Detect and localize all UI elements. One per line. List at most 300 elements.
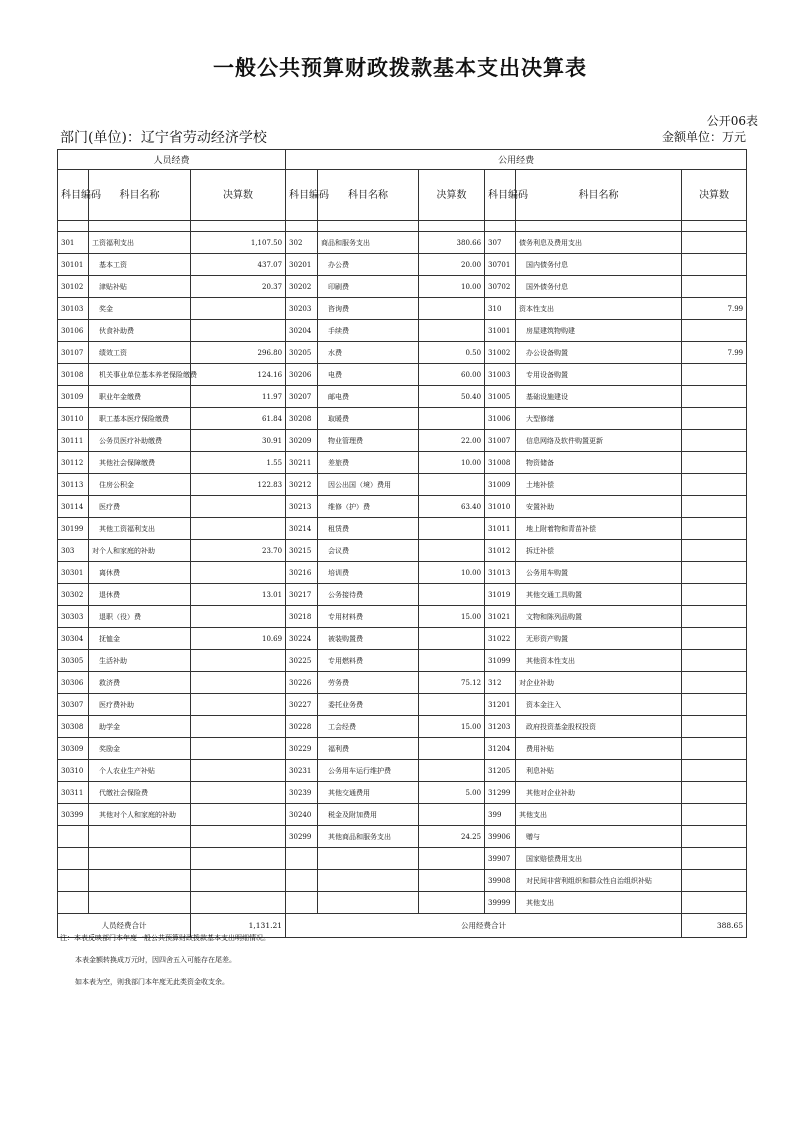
cell-code: 30307 bbox=[58, 694, 89, 716]
cell-name: 安置补助 bbox=[516, 496, 682, 518]
cell-amount bbox=[682, 232, 747, 254]
cell-name: 其他对个人和家庭的补助 bbox=[89, 804, 191, 826]
cell-amount bbox=[682, 606, 747, 628]
personnel-total-value: 1,131.21 bbox=[191, 914, 286, 938]
cell-name: 专用设备购置 bbox=[516, 364, 682, 386]
cell-amount bbox=[419, 870, 485, 892]
cell-amount: 5.00 bbox=[419, 782, 485, 804]
cell-code: 30702 bbox=[485, 276, 516, 298]
cell-code: 31019 bbox=[485, 584, 516, 606]
cell-amount: 1.55 bbox=[191, 452, 286, 474]
cell-name bbox=[89, 892, 191, 914]
cell-amount bbox=[682, 782, 747, 804]
cell-name: 办公费 bbox=[318, 254, 419, 276]
cell-code: 31001 bbox=[485, 320, 516, 342]
cell-amount bbox=[191, 298, 286, 320]
table-row bbox=[58, 694, 747, 716]
group-header-row bbox=[58, 150, 747, 170]
cell-amount: 20.00 bbox=[419, 254, 485, 276]
cell-amount: 63.40 bbox=[419, 496, 485, 518]
cell-code: 31008 bbox=[485, 452, 516, 474]
cell-amount bbox=[419, 298, 485, 320]
cell-code: 399 bbox=[485, 804, 516, 826]
header-code: 科目编码 bbox=[485, 170, 516, 221]
cell-amount: 13.01 bbox=[191, 584, 286, 606]
public-total-value: 388.65 bbox=[682, 914, 747, 938]
cell-amount: 30.91 bbox=[191, 430, 286, 452]
cell-amount bbox=[191, 804, 286, 826]
table-row bbox=[58, 738, 747, 760]
cell-name: 水费 bbox=[318, 342, 419, 364]
cell-code: 30306 bbox=[58, 672, 89, 694]
cell-name: 退职（役）费 bbox=[89, 606, 191, 628]
cell-code: 30304 bbox=[58, 628, 89, 650]
cell-code: 30224 bbox=[286, 628, 318, 650]
cell-code: 310 bbox=[485, 298, 516, 320]
cell-name: 其他对企业补助 bbox=[516, 782, 682, 804]
cell-name: 物资储备 bbox=[516, 452, 682, 474]
cell-code: 30103 bbox=[58, 298, 89, 320]
cell-name: 维修（护）费 bbox=[318, 496, 419, 518]
table-row bbox=[58, 430, 747, 452]
cell-code: 30301 bbox=[58, 562, 89, 584]
cell-name: 委托业务费 bbox=[318, 694, 419, 716]
cell-name: 物业管理费 bbox=[318, 430, 419, 452]
cell-code: 30227 bbox=[286, 694, 318, 716]
cell-code: 30218 bbox=[286, 606, 318, 628]
cell-code: 31012 bbox=[485, 540, 516, 562]
cell-amount: 75.12 bbox=[419, 672, 485, 694]
cell-amount: 10.00 bbox=[419, 562, 485, 584]
cell-name: 因公出国（境）费用 bbox=[318, 474, 419, 496]
cell-name: 地上附着物和青苗补偿 bbox=[516, 518, 682, 540]
cell-amount bbox=[682, 584, 747, 606]
cell-name: 税金及附加费用 bbox=[318, 804, 419, 826]
cell-amount bbox=[682, 430, 747, 452]
cell-name: 救济费 bbox=[89, 672, 191, 694]
cell-amount: 15.00 bbox=[419, 716, 485, 738]
cell-amount bbox=[682, 386, 747, 408]
cell-name: 手续费 bbox=[318, 320, 419, 342]
cell-name: 劳务费 bbox=[318, 672, 419, 694]
table-row bbox=[58, 760, 747, 782]
spacer-row bbox=[58, 221, 747, 232]
cell-code: 30114 bbox=[58, 496, 89, 518]
cell-amount: 0.50 bbox=[419, 342, 485, 364]
cell-code: 30311 bbox=[58, 782, 89, 804]
cell-code: 30112 bbox=[58, 452, 89, 474]
cell-amount bbox=[682, 364, 747, 386]
cell-amount: 380.66 bbox=[419, 232, 485, 254]
cell-amount bbox=[682, 804, 747, 826]
cell-amount bbox=[682, 254, 747, 276]
cell-amount bbox=[191, 782, 286, 804]
cell-code: 31002 bbox=[485, 342, 516, 364]
cell-name: 其他交通费用 bbox=[318, 782, 419, 804]
cell-code: 31203 bbox=[485, 716, 516, 738]
cell-amount bbox=[191, 650, 286, 672]
table-row bbox=[58, 232, 747, 254]
cell-code: 31299 bbox=[485, 782, 516, 804]
cell-code: 30214 bbox=[286, 518, 318, 540]
table-row bbox=[58, 650, 747, 672]
cell-name: 电费 bbox=[318, 364, 419, 386]
cell-name: 商品和服务支出 bbox=[318, 232, 419, 254]
cell-code: 302 bbox=[286, 232, 318, 254]
table-row bbox=[58, 540, 747, 562]
cell-amount: 23.70 bbox=[191, 540, 286, 562]
cell-code: 30206 bbox=[286, 364, 318, 386]
cell-amount bbox=[419, 584, 485, 606]
cell-code: 30106 bbox=[58, 320, 89, 342]
cell-amount bbox=[682, 826, 747, 848]
table-row bbox=[58, 848, 747, 870]
note-line: 本表金额转换成万元时，因四舍五入可能存在尾差。 bbox=[75, 956, 236, 964]
cell-code: 39908 bbox=[485, 870, 516, 892]
cell-amount bbox=[191, 716, 286, 738]
cell-code: 30309 bbox=[58, 738, 89, 760]
cell-amount bbox=[682, 474, 747, 496]
cell-amount bbox=[191, 606, 286, 628]
table-row bbox=[58, 386, 747, 408]
cell-name: 公务员医疗补助缴费 bbox=[89, 430, 191, 452]
cell-amount bbox=[682, 320, 747, 342]
notes bbox=[60, 927, 270, 993]
cell-code: 30208 bbox=[286, 408, 318, 430]
table-row bbox=[58, 826, 747, 848]
cell-name: 会议费 bbox=[318, 540, 419, 562]
form-code: 公开06表 bbox=[706, 114, 758, 128]
cell-name: 资本金注入 bbox=[516, 694, 682, 716]
cell-code: 30701 bbox=[485, 254, 516, 276]
cell-amount bbox=[419, 408, 485, 430]
cell-amount: 10.00 bbox=[419, 276, 485, 298]
cell-amount bbox=[419, 804, 485, 826]
cell-name: 印刷费 bbox=[318, 276, 419, 298]
cell-code: 30211 bbox=[286, 452, 318, 474]
cell-amount bbox=[191, 738, 286, 760]
cell-name: 对个人和家庭的补助 bbox=[89, 540, 191, 562]
cell-code: 39906 bbox=[485, 826, 516, 848]
cell-amount bbox=[682, 540, 747, 562]
cell-name: 其他支出 bbox=[516, 892, 682, 914]
cell-code: 30299 bbox=[286, 826, 318, 848]
cell-amount bbox=[682, 276, 747, 298]
cell-code: 31009 bbox=[485, 474, 516, 496]
cell-code: 30399 bbox=[58, 804, 89, 826]
cell-name: 职业年金缴费 bbox=[89, 386, 191, 408]
cell-code: 30111 bbox=[58, 430, 89, 452]
table-row bbox=[58, 870, 747, 892]
cell-name: 专用燃料费 bbox=[318, 650, 419, 672]
expenditure-table bbox=[57, 149, 747, 938]
cell-amount: 437.07 bbox=[191, 254, 286, 276]
cell-amount bbox=[191, 672, 286, 694]
cell-name: 医疗费补助 bbox=[89, 694, 191, 716]
cell-code: 30205 bbox=[286, 342, 318, 364]
cell-name: 被装购置费 bbox=[318, 628, 419, 650]
cell-amount bbox=[419, 518, 485, 540]
cell-amount bbox=[419, 474, 485, 496]
cell-amount bbox=[682, 628, 747, 650]
cell-code: 31099 bbox=[485, 650, 516, 672]
table-row bbox=[58, 804, 747, 826]
cell-name: 代缴社会保险费 bbox=[89, 782, 191, 804]
cell-amount: 1,107.50 bbox=[191, 232, 286, 254]
cell-amount bbox=[682, 452, 747, 474]
cell-code: 30102 bbox=[58, 276, 89, 298]
cell-name: 拆迁补偿 bbox=[516, 540, 682, 562]
cell-amount: 10.00 bbox=[419, 452, 485, 474]
cell-code: 31005 bbox=[485, 386, 516, 408]
cell-name: 其他社会保障缴费 bbox=[89, 452, 191, 474]
cell-amount: 7.99 bbox=[682, 298, 747, 320]
cell-code: 30101 bbox=[58, 254, 89, 276]
cell-amount: 10.69 bbox=[191, 628, 286, 650]
cell-amount bbox=[191, 848, 286, 870]
cell-amount: 50.40 bbox=[419, 386, 485, 408]
cell-code: 30310 bbox=[58, 760, 89, 782]
cell-name: 资本性支出 bbox=[516, 298, 682, 320]
cell-name: 其他商品和服务支出 bbox=[318, 826, 419, 848]
cell-amount bbox=[682, 562, 747, 584]
cell-code: 30231 bbox=[286, 760, 318, 782]
cell-name: 国家赔偿费用支出 bbox=[516, 848, 682, 870]
cell-name: 工会经费 bbox=[318, 716, 419, 738]
table-row bbox=[58, 474, 747, 496]
cell-name: 对民间非营利组织和群众性自治组织补贴 bbox=[516, 870, 682, 892]
cell-amount bbox=[191, 760, 286, 782]
cell-name bbox=[318, 848, 419, 870]
cell-amount: 122.83 bbox=[191, 474, 286, 496]
table-row bbox=[58, 892, 747, 914]
cell-name: 其他工资福利支出 bbox=[89, 518, 191, 540]
cell-amount bbox=[419, 848, 485, 870]
cell-amount: 22.00 bbox=[419, 430, 485, 452]
cell-name: 离休费 bbox=[89, 562, 191, 584]
cell-code bbox=[58, 870, 89, 892]
cell-amount bbox=[419, 540, 485, 562]
cell-amount bbox=[682, 694, 747, 716]
cell-name: 奖金 bbox=[89, 298, 191, 320]
cell-amount: 24.25 bbox=[419, 826, 485, 848]
cell-name bbox=[89, 826, 191, 848]
cell-name: 无形资产购置 bbox=[516, 628, 682, 650]
table-row bbox=[58, 584, 747, 606]
cell-name: 基础设施建设 bbox=[516, 386, 682, 408]
cell-name: 助学金 bbox=[89, 716, 191, 738]
cell-name: 伙食补助费 bbox=[89, 320, 191, 342]
cell-name: 绩效工资 bbox=[89, 342, 191, 364]
cell-name: 培训费 bbox=[318, 562, 419, 584]
cell-code: 30107 bbox=[58, 342, 89, 364]
cell-code: 39907 bbox=[485, 848, 516, 870]
cell-amount bbox=[191, 518, 286, 540]
cell-amount: 15.00 bbox=[419, 606, 485, 628]
cell-name: 机关事业单位基本养老保险缴费 bbox=[89, 364, 191, 386]
cell-amount bbox=[682, 738, 747, 760]
cell-code: 30212 bbox=[286, 474, 318, 496]
cell-amount bbox=[682, 716, 747, 738]
header-amount: 决算数 bbox=[682, 170, 747, 221]
cell-amount bbox=[191, 496, 286, 518]
cell-code: 31201 bbox=[485, 694, 516, 716]
cell-name: 奖励金 bbox=[89, 738, 191, 760]
cell-name: 债务利息及费用支出 bbox=[516, 232, 682, 254]
cell-amount bbox=[419, 760, 485, 782]
cell-code: 30209 bbox=[286, 430, 318, 452]
cell-code: 31013 bbox=[485, 562, 516, 584]
cell-code: 312 bbox=[485, 672, 516, 694]
cell-name: 文物和陈列品购置 bbox=[516, 606, 682, 628]
cell-name: 工资福利支出 bbox=[89, 232, 191, 254]
cell-code: 307 bbox=[485, 232, 516, 254]
table-row bbox=[58, 782, 747, 804]
cell-amount bbox=[191, 694, 286, 716]
cell-code: 31204 bbox=[485, 738, 516, 760]
cell-amount bbox=[682, 672, 747, 694]
cell-code: 30204 bbox=[286, 320, 318, 342]
cell-code bbox=[286, 870, 318, 892]
cell-name: 其他支出 bbox=[516, 804, 682, 826]
table-row bbox=[58, 342, 747, 364]
cell-name: 大型修缮 bbox=[516, 408, 682, 430]
cell-code bbox=[286, 892, 318, 914]
cell-name: 咨询费 bbox=[318, 298, 419, 320]
personnel-total-label: 人员经费合计 bbox=[58, 914, 191, 938]
cell-name: 取暖费 bbox=[318, 408, 419, 430]
cell-code: 31003 bbox=[485, 364, 516, 386]
cell-code: 30108 bbox=[58, 364, 89, 386]
cell-code: 30226 bbox=[286, 672, 318, 694]
cell-amount bbox=[191, 562, 286, 584]
cell-amount bbox=[682, 518, 747, 540]
cell-amount bbox=[191, 870, 286, 892]
cell-code bbox=[58, 826, 89, 848]
table-row bbox=[58, 496, 747, 518]
table-row bbox=[58, 408, 747, 430]
table-row bbox=[58, 562, 747, 584]
cell-name: 对企业补助 bbox=[516, 672, 682, 694]
cell-code: 31010 bbox=[485, 496, 516, 518]
cell-code: 30201 bbox=[286, 254, 318, 276]
cell-code: 30305 bbox=[58, 650, 89, 672]
header-code: 科目编码 bbox=[286, 170, 318, 221]
cell-amount: 60.00 bbox=[419, 364, 485, 386]
cell-amount bbox=[419, 738, 485, 760]
cell-amount: 124.16 bbox=[191, 364, 286, 386]
cell-name: 医疗费 bbox=[89, 496, 191, 518]
department-label: 部门(单位)：辽宁省劳动经济学校 bbox=[60, 130, 267, 146]
cell-name: 邮电费 bbox=[318, 386, 419, 408]
cell-code: 30202 bbox=[286, 276, 318, 298]
cell-amount bbox=[191, 826, 286, 848]
header-amount: 决算数 bbox=[191, 170, 286, 221]
table-row bbox=[58, 364, 747, 386]
cell-name: 福利费 bbox=[318, 738, 419, 760]
cell-amount bbox=[191, 320, 286, 342]
cell-name: 办公设备购置 bbox=[516, 342, 682, 364]
cell-amount bbox=[682, 892, 747, 914]
cell-name: 公务接待费 bbox=[318, 584, 419, 606]
header-name: 科目名称 bbox=[516, 170, 682, 221]
cell-name bbox=[318, 870, 419, 892]
cell-name: 费用补贴 bbox=[516, 738, 682, 760]
cell-code: 30207 bbox=[286, 386, 318, 408]
cell-code: 30229 bbox=[286, 738, 318, 760]
cell-name: 退休费 bbox=[89, 584, 191, 606]
unit-label: 金额单位：万元 bbox=[661, 130, 746, 144]
cell-code: 30240 bbox=[286, 804, 318, 826]
cell-amount: 7.99 bbox=[682, 342, 747, 364]
table-row bbox=[58, 628, 747, 650]
cell-name bbox=[89, 848, 191, 870]
cell-name bbox=[89, 870, 191, 892]
cell-code bbox=[58, 848, 89, 870]
cell-code: 30113 bbox=[58, 474, 89, 496]
note-line: 注：本表反映部门本年度一般公共预算财政拨款基本支出明细情况。 bbox=[60, 934, 270, 942]
cell-name: 职工基本医疗保险缴费 bbox=[89, 408, 191, 430]
cell-amount bbox=[682, 408, 747, 430]
cell-code: 30308 bbox=[58, 716, 89, 738]
header-name: 科目名称 bbox=[89, 170, 191, 221]
cell-code: 30302 bbox=[58, 584, 89, 606]
cell-name: 房屋建筑物购建 bbox=[516, 320, 682, 342]
cell-name: 租赁费 bbox=[318, 518, 419, 540]
cell-code: 31021 bbox=[485, 606, 516, 628]
cell-name: 其他资本性支出 bbox=[516, 650, 682, 672]
note-line: 如本表为空，则我部门本年度无此类资金收支余。 bbox=[75, 978, 229, 986]
header-name: 科目名称 bbox=[318, 170, 419, 221]
cell-name: 赠与 bbox=[516, 826, 682, 848]
cell-code: 31006 bbox=[485, 408, 516, 430]
table-row bbox=[58, 672, 747, 694]
cell-code: 30228 bbox=[286, 716, 318, 738]
cell-amount: 296.80 bbox=[191, 342, 286, 364]
table-row bbox=[58, 606, 747, 628]
cell-name: 政府投资基金股权投资 bbox=[516, 716, 682, 738]
cell-code: 30213 bbox=[286, 496, 318, 518]
cell-name: 土地补偿 bbox=[516, 474, 682, 496]
cell-name: 信息网络及软件购置更新 bbox=[516, 430, 682, 452]
cell-code: 30215 bbox=[286, 540, 318, 562]
cell-amount bbox=[682, 848, 747, 870]
public-total-label: 公用经费合计 bbox=[286, 914, 682, 938]
table-row bbox=[58, 320, 747, 342]
header-amount: 决算数 bbox=[419, 170, 485, 221]
cell-amount bbox=[191, 892, 286, 914]
cell-name: 利息补贴 bbox=[516, 760, 682, 782]
cell-amount bbox=[682, 760, 747, 782]
table-body bbox=[58, 232, 747, 914]
cell-name: 生活补助 bbox=[89, 650, 191, 672]
cell-name: 基本工资 bbox=[89, 254, 191, 276]
column-header-row bbox=[58, 170, 747, 221]
header-code: 科目编码 bbox=[58, 170, 89, 221]
cell-code: 30303 bbox=[58, 606, 89, 628]
cell-code: 30216 bbox=[286, 562, 318, 584]
cell-code: 303 bbox=[58, 540, 89, 562]
cell-name: 津贴补贴 bbox=[89, 276, 191, 298]
cell-amount bbox=[419, 650, 485, 672]
table-row bbox=[58, 452, 747, 474]
table-row bbox=[58, 518, 747, 540]
cell-name: 住房公积金 bbox=[89, 474, 191, 496]
cell-code: 31011 bbox=[485, 518, 516, 540]
cell-name bbox=[318, 892, 419, 914]
cell-amount: 11.97 bbox=[191, 386, 286, 408]
table-row bbox=[58, 716, 747, 738]
